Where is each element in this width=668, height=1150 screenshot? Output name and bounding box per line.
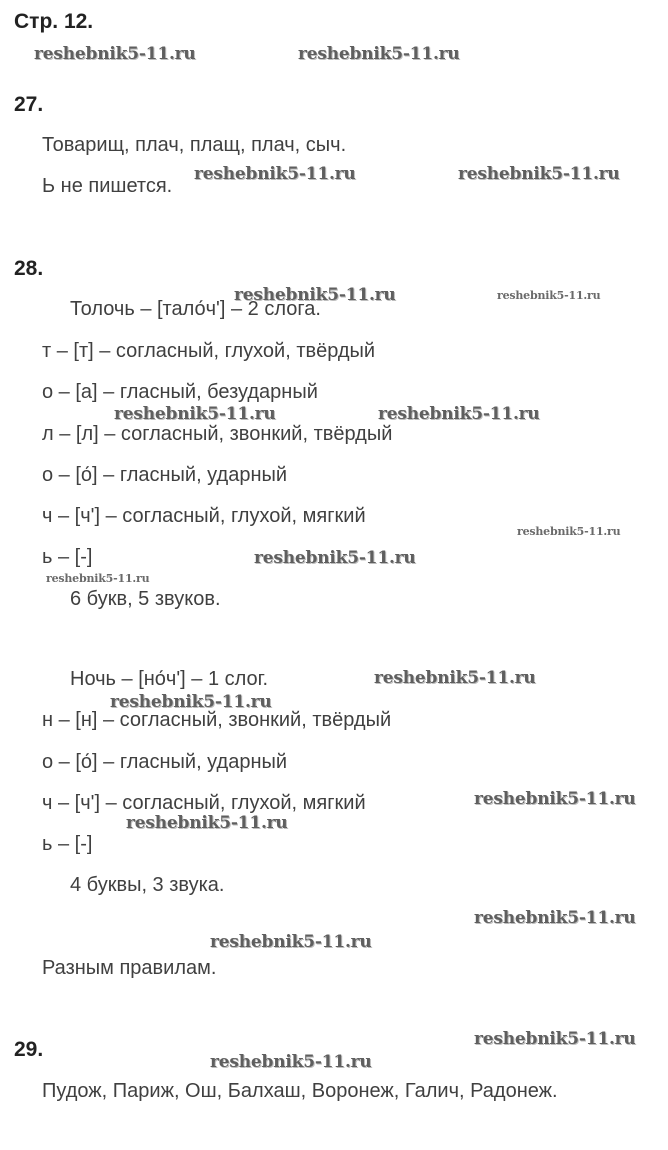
watermark: reshebnik5-11.ru xyxy=(110,692,272,712)
watermark: reshebnik5-11.ru xyxy=(517,525,621,538)
task-29-number: 29. xyxy=(14,1038,44,1061)
watermark: reshebnik5-11.ru xyxy=(474,789,636,809)
task-29-line: Пудож, Париж, Ош, Балхаш, Воронеж, Галич, Радонеж. xyxy=(42,1080,558,1102)
word2-letter-1: н – [н] – согласный, звонкий, твёрдый xyxy=(42,709,392,731)
word1-letter-1: т – [т] – согласный, глухой, твёрдый xyxy=(42,340,376,362)
task-28-conclusion: Разным правилам. xyxy=(42,957,217,979)
watermark: reshebnik5-11.ru xyxy=(374,668,536,688)
watermark: reshebnik5-11.ru xyxy=(46,572,150,585)
watermark: reshebnik5-11.ru xyxy=(210,1052,372,1072)
watermark: reshebnik5-11.ru xyxy=(378,404,540,424)
word1-letter-2: о – [а] – гласный, безударный xyxy=(42,381,318,403)
word1-letter-6: ь – [-] xyxy=(42,546,93,568)
word2-letter-3: ч – [ч'] – согласный, глухой, мягкий xyxy=(42,792,366,814)
watermark: reshebnik5-11.ru xyxy=(234,285,396,305)
word2-summary: 4 буквы, 3 звука. xyxy=(70,874,225,896)
word1-letter-3: л – [л] – согласный, звонкий, твёрдый xyxy=(42,423,393,445)
word2-letter-4: ь – [-] xyxy=(42,833,93,855)
word2-title: Ночь – [но́ч'] – 1 слог. xyxy=(70,668,269,690)
watermark: reshebnik5-11.ru xyxy=(210,932,372,952)
task-27-line-2: Ь не пишется. xyxy=(42,175,173,197)
task-27-line-1: Товарищ, плач, плащ, плач, сыч. xyxy=(42,134,347,156)
word1-letter-4: о – [о́] – гласный, ударный xyxy=(42,464,288,486)
watermark: reshebnik5-11.ru xyxy=(114,404,276,424)
watermark: reshebnik5-11.ru xyxy=(194,164,356,184)
word1-letter-5: ч – [ч'] – согласный, глухой, мягкий xyxy=(42,505,366,527)
watermark: reshebnik5-11.ru xyxy=(458,164,620,184)
page-label: Стр. 12. xyxy=(14,10,94,33)
watermark: reshebnik5-11.ru xyxy=(497,289,601,302)
word1-title: Толочь – [тало́ч'] – 2 слога. xyxy=(70,298,321,320)
watermark: reshebnik5-11.ru xyxy=(254,548,416,568)
task-27-number: 27. xyxy=(14,93,44,116)
watermark: reshebnik5-11.ru xyxy=(126,813,288,833)
word2-letter-2: о – [о́] – гласный, ударный xyxy=(42,751,288,773)
task-28-number: 28. xyxy=(14,257,44,280)
watermark: reshebnik5-11.ru xyxy=(474,908,636,928)
word1-summary: 6 букв, 5 звуков. xyxy=(70,588,221,610)
watermark: reshebnik5-11.ru xyxy=(298,44,460,64)
watermark: reshebnik5-11.ru xyxy=(474,1029,636,1049)
watermark: reshebnik5-11.ru xyxy=(34,44,196,64)
